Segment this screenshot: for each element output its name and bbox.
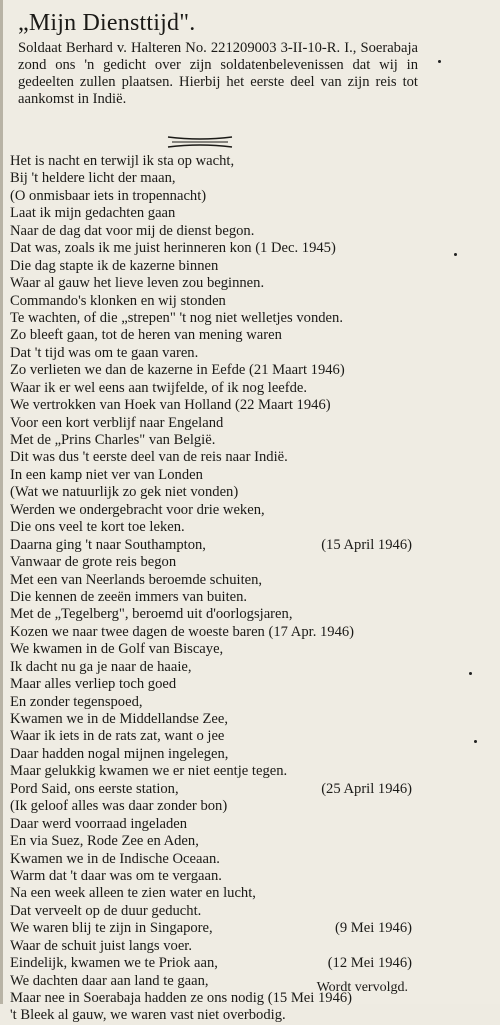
poem-line bbox=[10, 694, 412, 711]
poem-line-text: Maar alles verliep toch goed bbox=[10, 676, 177, 693]
poem-line-text: Werden we ondergebracht voor drie weken, bbox=[10, 501, 265, 518]
article-intro: Soldaat Berhard v. Halteren No. 221209003 3-II-10-R. I., Soerabaja zond ons 'n gedicht over zijn soldatenbelevenissen dat wij in gedeelten zullen plaatsen. Hierbij het eerste deel van zijn reis tot aankomst in Indië. bbox=[18, 40, 418, 107]
poem-line-text: Dat 't tijd was om te gaan varen. bbox=[10, 344, 199, 361]
poem-line-text: Maar gelukkig kwamen we er niet eentje tegen. bbox=[10, 763, 288, 780]
poem-line bbox=[10, 519, 412, 536]
poem-line-text: Dit was dus 't eerste deel van de reis naar Indië. bbox=[10, 449, 288, 466]
poem-line-text: Laat ik mijn gedachten gaan bbox=[10, 205, 176, 222]
poem-line bbox=[10, 589, 412, 606]
poem-line-text: (O onmisbaar iets in tropennacht) bbox=[10, 187, 207, 204]
poem-line-text: In een kamp niet ver van Londen bbox=[10, 466, 203, 483]
poem-line bbox=[10, 432, 412, 449]
poem-line bbox=[10, 728, 412, 745]
poem-line-text: Eindelijk, kwamen we te Priok aan, bbox=[10, 955, 218, 972]
poem-line-text: (Wat we natuurlijk zo gek niet vonden) bbox=[10, 484, 239, 501]
poem-line bbox=[10, 711, 412, 728]
poem-line-text: Zo bleeft gaan, tot de heren van mening waren bbox=[10, 327, 282, 344]
poem-line bbox=[10, 467, 412, 484]
print-speck bbox=[438, 60, 441, 63]
poem-line bbox=[10, 362, 412, 379]
poem-line bbox=[10, 763, 412, 780]
poem-line bbox=[10, 851, 412, 868]
poem-line bbox=[10, 310, 412, 327]
poem-line bbox=[10, 293, 412, 310]
print-speck bbox=[454, 253, 457, 256]
poem-body bbox=[10, 153, 412, 1025]
poem-line bbox=[10, 938, 412, 955]
poem-line-date: (25 April 1946) bbox=[321, 780, 412, 797]
poem-line-text: Met de „Prins Charles" van België. bbox=[10, 432, 216, 448]
poem-line-text: Dat was, zoals ik me juist herinneren kon (1 Dec. 1945) bbox=[10, 240, 336, 257]
poem-line bbox=[10, 833, 412, 850]
poem-line bbox=[10, 223, 412, 240]
poem-line-text: Waar al gauw het lieve leven zou beginnen. bbox=[10, 275, 265, 292]
poem-line-text: Bij 't heldere licht der maan, bbox=[10, 170, 176, 187]
poem-line bbox=[10, 345, 412, 362]
poem-line-text: Kwamen we in de Indische Oceaan. bbox=[10, 850, 220, 867]
poem-line bbox=[10, 554, 412, 571]
ornament-divider bbox=[166, 135, 234, 149]
poem-line bbox=[10, 868, 412, 885]
poem-line bbox=[10, 449, 412, 466]
poem-line bbox=[10, 502, 412, 519]
poem-line bbox=[10, 641, 412, 658]
poem-line bbox=[10, 397, 412, 414]
poem-line bbox=[10, 415, 412, 432]
poem-line-text: We dachten daar aan land te gaan, bbox=[10, 972, 209, 989]
poem-line-text: Te wachten, of die „strepen" 't nog niet welletjes vonden. bbox=[10, 309, 343, 326]
poem-line-text: Dat verveelt op de duur geducht. bbox=[10, 902, 202, 919]
poem-line bbox=[10, 537, 412, 554]
poem-line bbox=[10, 624, 412, 641]
poem-line-text: Daarna ging 't naar Southampton, bbox=[10, 536, 206, 553]
poem-line-text: Vanwaar de grote reis begon bbox=[10, 554, 177, 571]
poem-line bbox=[10, 484, 412, 501]
poem-line bbox=[10, 258, 412, 275]
poem-line-text: We kwamen in de Golf van Biscaye, bbox=[10, 641, 224, 658]
poem-line-date: (15 April 1946) bbox=[321, 536, 412, 553]
poem-line bbox=[10, 275, 412, 292]
poem-line-text: Naar de dag dat voor mij de dienst begon. bbox=[10, 222, 255, 239]
poem-line bbox=[10, 327, 412, 344]
poem-line-text: Die kennen de zeeën immers van buiten. bbox=[10, 588, 248, 605]
poem-line bbox=[10, 188, 412, 205]
poem-line bbox=[10, 955, 412, 972]
print-speck bbox=[469, 672, 472, 675]
poem-line-text: Na een week alleen te zien water en lucht, bbox=[10, 885, 256, 902]
poem-line bbox=[10, 885, 412, 902]
poem-line-text: Ik dacht nu ga je naar de haaie, bbox=[10, 658, 192, 675]
poem-line bbox=[10, 781, 412, 798]
poem-line-text: Daar werd voorraad ingeladen bbox=[10, 815, 188, 832]
poem-line-text: Die dag stapte ik de kazerne binnen bbox=[10, 257, 219, 274]
poem-line-text: Het is nacht en terwijl ik sta op wacht, bbox=[10, 153, 235, 169]
poem-line bbox=[10, 920, 412, 937]
poem-line-text: Commando's klonken en wij stonden bbox=[10, 292, 226, 309]
poem-line-text: Maar nee in Soerabaja hadden ze ons nodig (15 Mei 1946) bbox=[10, 990, 353, 1006]
left-edge-rule bbox=[0, 0, 3, 1004]
poem-line bbox=[10, 380, 412, 397]
poem-line bbox=[10, 798, 412, 815]
poem-line-text: Waar de schuit juist langs voer. bbox=[10, 937, 193, 954]
print-speck bbox=[474, 740, 477, 743]
poem-line bbox=[10, 676, 412, 693]
poem-line bbox=[10, 572, 412, 589]
poem-line-text: Zo verlieten we dan de kazerne in Eefde (21 Maart 1946) bbox=[10, 362, 345, 379]
article-title: „Mijn Diensttijd". bbox=[18, 10, 196, 36]
poem-line-text: Voor een kort verblijf naar Engeland bbox=[10, 414, 224, 431]
poem-line-text: 't Bleek al gauw, we waren vast niet overbodig. bbox=[10, 1007, 286, 1024]
continued-note: Wordt vervolgd. bbox=[316, 980, 408, 995]
poem-line bbox=[10, 659, 412, 676]
poem-line bbox=[10, 240, 412, 257]
poem-line-date: (12 Mei 1946) bbox=[327, 955, 412, 972]
poem-line bbox=[10, 205, 412, 222]
poem-line-text: Met de „Tegelberg", beroemd uit d'oorlogsjaren, bbox=[10, 606, 293, 623]
poem-line-text: Waar ik iets in de rats zat, want o jee bbox=[10, 728, 225, 745]
poem-line-text: Daar hadden nogal mijnen ingelegen, bbox=[10, 745, 229, 762]
poem-line bbox=[10, 1007, 412, 1024]
poem-line-text: Die ons veel te kort toe leken. bbox=[10, 519, 185, 536]
poem-line bbox=[10, 746, 412, 763]
poem-line bbox=[10, 153, 412, 170]
poem-line-text: Warm dat 't daar was om te vergaan. bbox=[10, 867, 222, 884]
poem-line-text: Pord Said, ons eerste station, bbox=[10, 780, 179, 797]
poem-line-text: Waar ik er wel eens aan twijfelde, of ik nog leefde. bbox=[10, 379, 308, 396]
poem-line-text: En via Suez, Rode Zee en Aden, bbox=[10, 833, 199, 850]
poem-line-text: We waren blij te zijn in Singapore, bbox=[10, 920, 213, 937]
poem-line-date: (9 Mei 1946) bbox=[334, 920, 412, 937]
poem-line-text: Kozen we naar twee dagen de woeste baren (17 Apr. 1946) bbox=[10, 623, 355, 640]
poem-line-text: (Ik geloof alles was daar zonder bon) bbox=[10, 798, 228, 815]
poem-line bbox=[10, 903, 412, 920]
poem-line bbox=[10, 170, 412, 187]
poem-line-text: Met een van Neerlands beroemde schuiten, bbox=[10, 571, 263, 588]
poem-line-text: We vertrokken van Hoek van Holland (22 Maart 1946) bbox=[10, 397, 331, 414]
poem-line-text: Kwamen we in de Middellandse Zee, bbox=[10, 711, 229, 727]
poem-line bbox=[10, 816, 412, 833]
poem-line-text: En zonder tegenspoed, bbox=[10, 693, 143, 710]
poem-line bbox=[10, 606, 412, 623]
